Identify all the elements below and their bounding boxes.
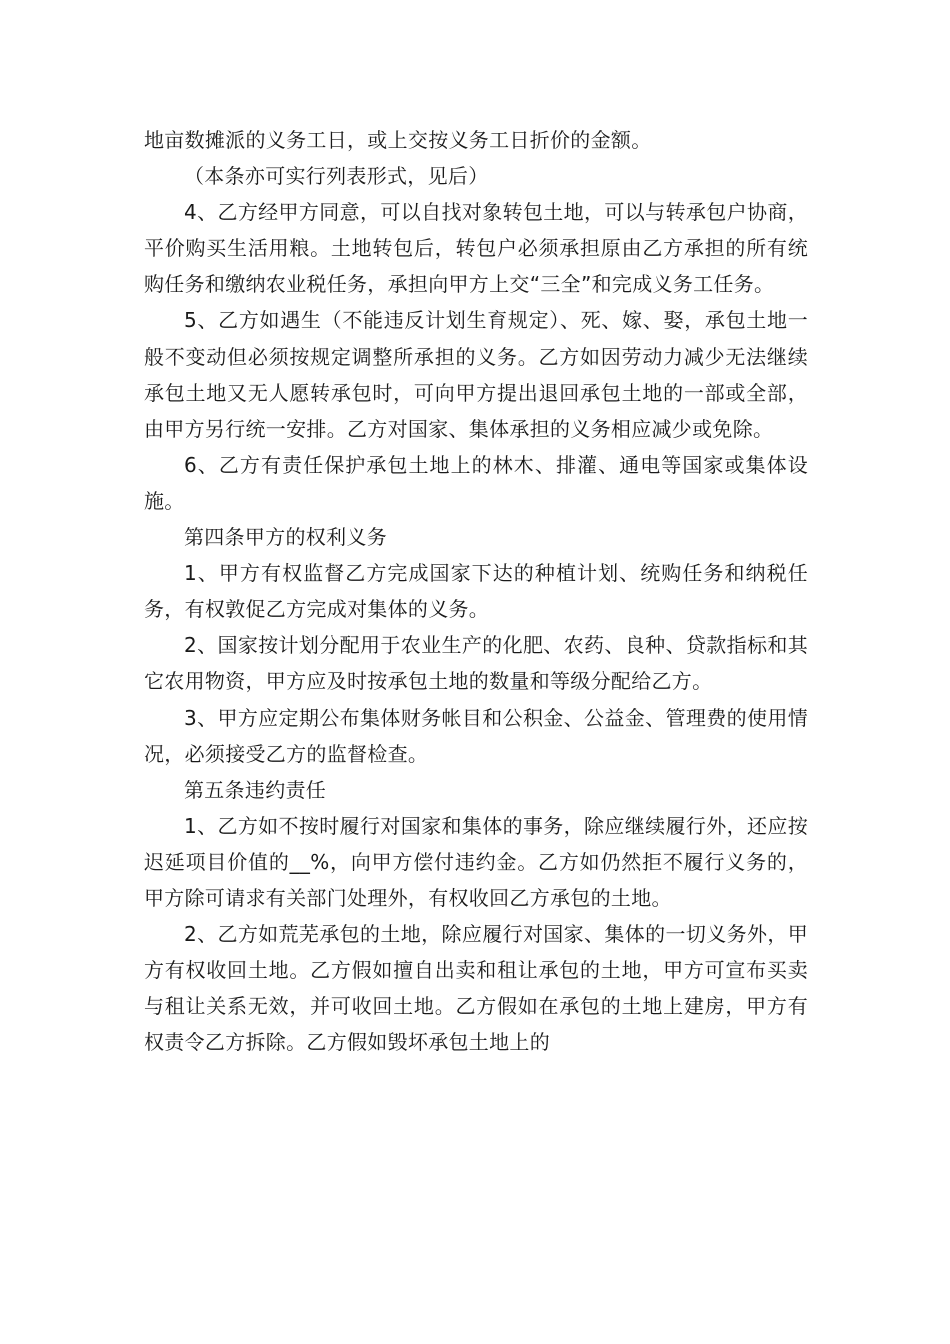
paragraph-a4-item-2: 2、国家按计划分配用于农业生产的化肥、农药、良种、贷款指标和其它农用物资，甲方应及时按承包土地的数量和等级分配给乙方。 [144, 633, 808, 694]
paragraph-a5-item-1: 1、乙方如不按时履行对国家和集体的事务，除应继续履行外，还应按迟延项目价值的__%，向甲方偿付违约金。乙方如仍然拒不履行义务的，甲方除可请求有关部门处理外，有权收回乙方承包的土地。 [144, 813, 808, 910]
section-heading-article-4: 第四条甲方的权利义务 [184, 525, 387, 550]
paragraph-a4-item-3: 3、甲方应定期公布集体财务帐目和公积金、公益金、管理费的使用情况，必须接受乙方的监督检查。 [144, 705, 808, 766]
paragraph-1: 地亩数摊派的义务工日，或上交按义务工日折价的金额。 [144, 128, 652, 152]
paragraph-item-6: 6、乙方有责任保护承包土地上的林木、排灌、通电等国家或集体设施。 [144, 452, 808, 513]
paragraph-a4-item-1: 1、甲方有权监督乙方完成国家下达的种植计划、统购任务和纳税任务，有权敦促乙方完成对集体的义务。 [144, 561, 808, 622]
document-body [144, 122, 808, 1060]
paragraph-note: （本条亦可实行列表形式，见后） [184, 164, 489, 189]
paragraph-item-4: 4、乙方经甲方同意，可以自找对象转包土地，可以与转承包户协商，平价购买生活用粮。土地转包后，转包户必须承担原由乙方承担的所有统购任务和缴纳农业税任务，承担向甲方上交“三全”和完成义务工任务。 [144, 200, 808, 297]
paragraph-a5-item-2: 2、乙方如荒芜承包的土地，除应履行对国家、集体的一切义务外，甲方有权收回土地。乙方假如擅自出卖和租让承包的土地，甲方可宣布买卖与租让关系无效，并可收回土地。乙方假如在承包的土地上建房，甲方有权责令乙方拆除。乙方假如毁坏承包土地上的 [144, 922, 808, 1055]
section-heading-article-5: 第五条违约责任 [184, 777, 327, 802]
paragraph-item-5: 5、乙方如遇生（不能违反计划生育规定）、死、嫁、娶，承包土地一般不变动但必须按规定调整所承担的义务。乙方如因劳动力减少无法继续承包土地又无人愿转承包时，可向甲方提出退回承包土地的一部或全部，由甲方另行统一安排。乙方对国家、集体承担的义务相应减少或免除。 [144, 308, 808, 441]
